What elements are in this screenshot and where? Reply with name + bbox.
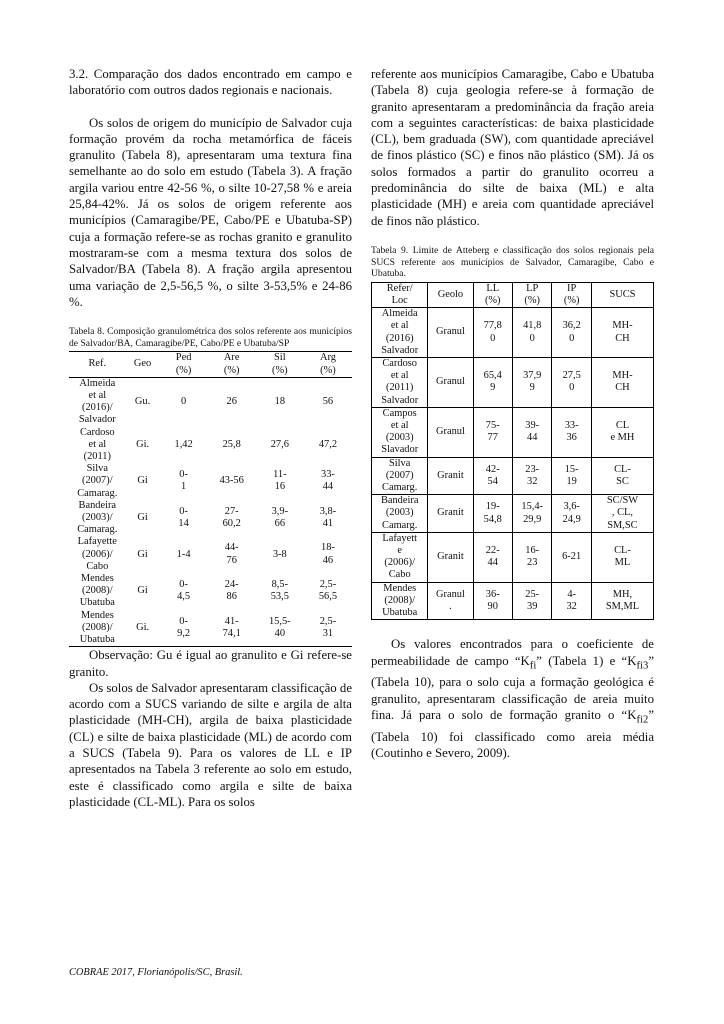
table8-cell: 1-4 [176,548,191,560]
table9-cell: Granit [428,495,473,533]
table8-cell: Gi. [136,438,150,450]
table-row [372,407,654,457]
table9-cell: Mendes (2008)/ Ubatuba [372,582,428,620]
table9-cell: Cardoso et al (2011) Salvador [372,357,428,407]
table-row [69,500,352,537]
table8-cell: 33- 44 [321,469,335,493]
table8-cell: Lafayette (2006)/ Cabo [77,536,117,572]
table9-cell: CL- SC [591,457,653,495]
permeability-text-2: ” (Tabela 1) e “K [536,653,637,668]
table8-cell: 18- 46 [321,542,335,566]
table8-header-cell: Are (%) [223,352,240,376]
observation-note: Observação: Gu é igual ao granulito e Gi refere-se granito. [69,648,352,679]
table8-cell: 2,5- 31 [319,615,337,639]
table-row [372,495,654,533]
table8-cell: Mendes (2008)/ Ubatuba [79,573,115,609]
paragraph-sucs-classification: Os solos de Salvador apresentaram classificação de acordo com a SUCS variando de silte e argila de alta plasticidade (MH-CH), argila de baixa plasticidade (CL) e silte de baixa plasticidade (ML) de acordo com a SUCS (Tabela 9). Para os valores de LL e IP apresentados na Tabela 3 referente ao solo em estudo, este é classificado como argila e silte de baixa plasticidade (CL-ML). Para os solos [69,680,352,809]
table8-cell: 0 [181,396,187,408]
right-column [371,66,654,761]
table8-cell: 3,9- 66 [271,505,289,530]
table-row [69,377,352,426]
table8-cell: Bandeira (2003)/ Camarag. [77,499,118,536]
table8-cell: Gi [137,475,148,487]
table9-header-cell: LL (%) [473,282,512,307]
paragraph-granite-soils: referente aos municípios Camaragibe, Cabo e Ubatuba (Tabela 8) cuja geologia refere-se à formação de granito apresentaram a predominância da fração areia com a seguintes características: de baixa plasticidade (CL), bem graduada (SW), com quantidade apreciável de finos plástico (SC) e finos não plástico (SM). Já os solos formados a partir do granulito ocorreu a predominância do silte de baixa (ML) e alta plasticidade (MH) e areia com quantidade apreciável de finos não plástico. [371,67,654,228]
table8-header-row [69,352,352,377]
table8-cell: 0- 14 [178,505,189,530]
table8-cell: Mendes (2008)/ Ubatuba [79,609,115,646]
table9-cell: 36- 90 [473,582,512,620]
table9-cell: Granul [428,357,473,407]
left-column [69,66,352,810]
permeability-sub-3: fi2 [636,714,649,726]
table9-cell: 23- 32 [512,457,551,495]
table9-cell: 6-21 [552,532,591,582]
table9-cell: 37,9 9 [512,357,551,407]
table9-cell: 39- 44 [512,407,551,457]
table8-cell: Gu. [134,396,151,408]
table9-cell: 15,4- 29,9 [512,495,551,533]
table8-cell: 43-56 [219,475,244,487]
table9-cell: 4- 32 [552,582,591,620]
table8-cell: Gi [137,511,148,523]
table9-cell: 42- 54 [473,457,512,495]
table8 [69,351,352,647]
table-row [372,532,654,582]
paragraph-salvador-soils: Os solos de origem do município de Salvador cuja formação provém da rocha metamórfica de fáceis granulito (Tabela 8), apresentaram uma textura fina semelhante ao do solo em estudo (Tabela 3). A fração argila variou entre 42-56 %, o silte 10-27,58 % e areia 25,84-42%. Já os solos de origem referente aos municípios (Camaragibe/PE, Cabo/PE e Ubatuba-SP) cuja a formação refere-se as rochas granito e granulito mostraram-se com a mesma textura dos solos de Salvador/BA (Tabela 8). A fração argila apresentou uma variação de 2,5-56,5 %, o silte 3-53,5% e 24-86 %. [69,115,352,309]
permeability-text-1: Os valores encontrados para o coeficiente de permeabilidade de campo “K [371,637,654,668]
table8-cell: 0- 9,2 [177,615,191,639]
table8-body [69,377,352,646]
table8-caption: Tabela 8. Composição granulométrica dos solos referente aos municípios de Salvador/BA, Camaragibe/PE, Cabo/PE e Ubatuba/SP [69,326,352,349]
table8-cell: 3,8- 41 [319,505,337,530]
table8-cell: 25,8 [222,438,241,450]
table8-cell: Cardoso et al (2011) [79,426,115,462]
table8-cell: 3-8 [272,548,287,560]
table9-header-cell: Refer/ Loc [372,282,428,307]
table-row [69,573,352,610]
section-heading: 3.2. Comparação dos dados encontrado em campo e laboratório com outros dados regionais e nacionais. [69,67,352,98]
table8-cell: 0- 4,5 [177,579,191,603]
table9-header-cell: Geolo [428,282,473,307]
table8-cell: 0- 1 [179,469,188,493]
table9-header-cell: SUCS [591,282,653,307]
table9-cell: MH- CH [591,308,653,358]
table9-cell: 77,8 0 [473,308,512,358]
table9-cell: 3,6- 24,9 [552,495,591,533]
permeability-sub-2: fi3 [636,660,649,672]
table-row [372,357,654,407]
table9-cell: 19- 54,8 [473,495,512,533]
table8-header-cell: Ref. [88,358,107,370]
table9-cell: 65,4 9 [473,357,512,407]
table8-cell: Silva (2007)/ Camarag. [77,463,118,499]
table8-cell: 26 [226,396,237,408]
table8-cell: Gi [137,548,148,560]
table9-cell: Lafayett e (2006)/ Cabo [372,532,428,582]
table9-header-row [372,282,654,307]
table9-cell: 33- 36 [552,407,591,457]
table-row [372,582,654,620]
table9-cell: MH, SM,ML [591,582,653,620]
table8-cell: 27- 60,2 [222,505,241,530]
table8-header-cell: Ped (%) [175,352,192,376]
table8-header-cell: Geo [133,358,152,370]
table9-cell: Almeida et al (2016) Salvador [372,308,428,358]
table9-cell: Bandeira (2003) Camarg. [372,495,428,533]
table9-caption: Tabela 9. Limite de Atteberg e classificação dos solos regionais pela SUCS referente aos municípios de Salvador, Camaragibe, Cabo e Ubatuba. [371,244,654,280]
table9-cell: 36,2 0 [552,308,591,358]
table8-cell: 2,5- 56,5 [318,579,338,603]
table8-cell: Almeida et al (2016)/ Salvador [78,377,116,426]
table9-cell: 22- 44 [473,532,512,582]
table9-cell: CL e MH [591,407,653,457]
permeability-sub-1: fi [529,660,537,672]
table9-cell: 27,5 0 [552,357,591,407]
table8-cell: 18 [274,396,286,408]
table9-body [372,308,654,620]
table-row [69,536,352,573]
table9-cell: 41,8 0 [512,308,551,358]
table9-cell: Granit [428,457,473,495]
table9-header-cell: LP (%) [512,282,551,307]
table9-cell: Silva (2007) Camarg. [372,457,428,495]
table-row [69,463,352,500]
table9-cell: CL- ML [591,532,653,582]
table-row [69,427,352,464]
table-row [372,308,654,358]
table9-cell: Granul [428,407,473,457]
table9-cell: 15- 19 [552,457,591,495]
table8-cell: 24- 86 [224,579,239,603]
table8-header-cell: Arg (%) [319,352,336,376]
page-footer: COBRAE 2017, Florianópolis/SC, Brasil. [69,967,243,978]
table8-cell: Gi. [136,621,150,633]
table8-cell: 56 [322,396,334,408]
table9-cell: 16- 23 [512,532,551,582]
table9-cell: Granit [428,532,473,582]
table-row [69,610,352,647]
table9-header-cell: IP (%) [552,282,591,307]
table8-cell: 8,5- 53,5 [270,579,289,603]
table9-cell: Granul [428,308,473,358]
table8-cell: 44- 76 [224,542,239,566]
table-row [372,457,654,495]
table9-cell: MH- CH [591,357,653,407]
table9-header [372,282,654,307]
table9 [371,282,654,620]
table8-cell: 41- 74,1 [222,615,241,639]
table9-cell: SC/SW , CL, SM,SC [591,495,653,533]
table8-cell: 47,2 [318,438,338,450]
table9-cell: 25- 39 [512,582,551,620]
table8-cell: 1,42 [174,438,193,450]
permeability-text-4: ” (Tabela 10) foi classificado como areia média (Coutinho e Severo, 2009). [371,707,654,761]
table9-cell: Campos et al (2003) Slavador [372,407,428,457]
table8-cell: 11- 16 [273,469,287,493]
table8-cell: Gi [137,585,148,597]
table9-cell: 75- 77 [473,407,512,457]
table8-cell: 27,6 [270,438,289,450]
paragraph-permeability [371,636,654,761]
permeability-text-3: ” (Tabela 10), para o solo cuja a formação geológica é granulito, apresentaram classificação de areia muito fina. Já para o solo de formação granito o “K [371,653,654,722]
table8-cell: 15,5- 40 [268,615,291,639]
table8-header [69,352,352,377]
table8-header-cell: Sil (%) [272,352,288,376]
table9-cell: Granul . [428,582,473,620]
